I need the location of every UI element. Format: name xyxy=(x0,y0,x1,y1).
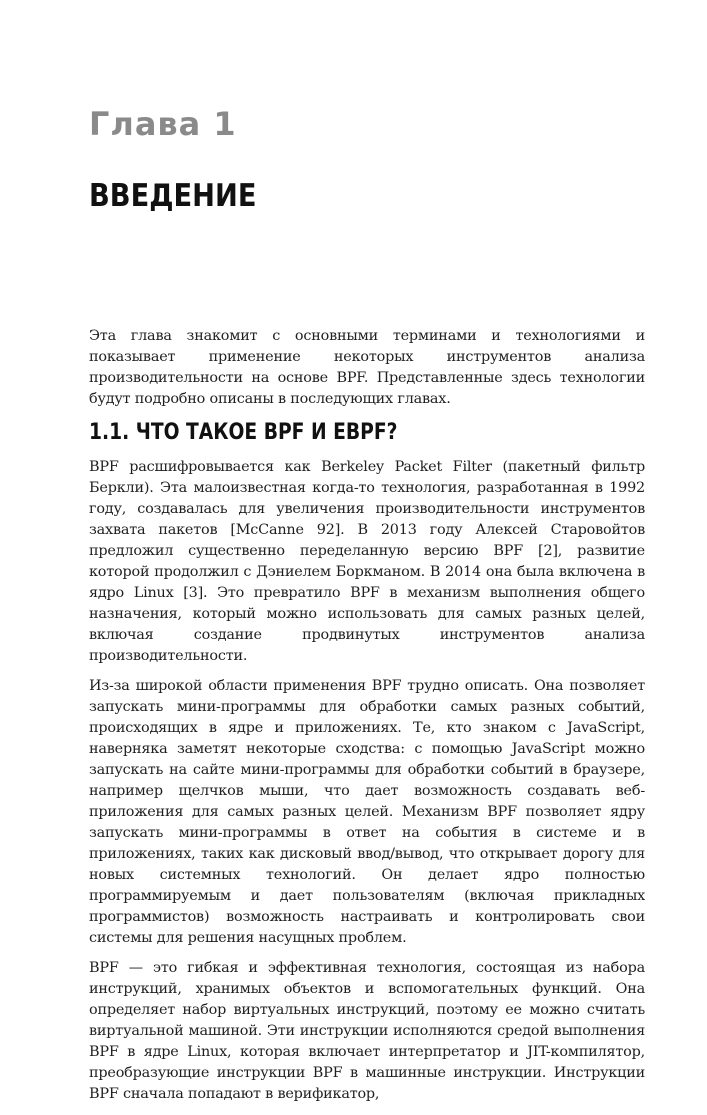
chapter-title: ВВЕДЕНИЕ xyxy=(89,178,257,214)
section-heading: 1.1. ЧТО ТАКОЕ BPF И EBPF? xyxy=(89,420,398,445)
intro-paragraph: Эта глава знакомит с основными терминами и технологиями и показывает применение некоторых инструментов анализа производительности на основе BPF. Представленные здесь технологии будут подробно описаны в последующих главах. xyxy=(89,328,645,407)
body-paragraph-2: Из-за широкой области применения BPF трудно описать. Она позволяет запускать мини-программы для обработки самых разных событий, происходящих в ядре и приложениях. Те, кто знаком с JavaScript, наверняка заметят некоторые сходства: с помощью JavaScript можно запускать на сайте мини-программы для обработки событий в браузере, например щелчков мыши, что дает возможность создавать веб-приложения для самых разных целей. Механизм BPF позволяет ядру запускать мини-программы в ответ на события в системе и в приложениях, таких как дисковый ввод/вывод, что открывает дорогу для новых системных технологий. Он делает ядро полностью программируемым и дает пользователям (включая прикладных программистов) возможность настраивать и контролировать свои системы для решения насущных проблем. xyxy=(89,678,645,946)
chapter-label: Глава 1 xyxy=(89,105,237,143)
body-paragraph-3: BPF — это гибкая и эффективная технология, состоящая из набора инструкций, хранимых объектов и вспомогательных функций. Она определяет набор виртуальных инструкций, поэтому ее можно считать виртуальной машиной. Эти инструкции исполняются средой выполнения BPF в ядре Linux, которая включает интерпретатор и JIT-компилятор, преобразующие инструкции BPF в машинные инструкции. Инструкции BPF сначала попадают в верификатор, xyxy=(89,960,645,1102)
body-paragraph-1: BPF расшифровывается как Berkeley Packet Filter (пакетный фильтр Беркли). Эта малоизвестная когда-то технология, разработанная в 1992 году, создавалась для увеличения производительности инструментов захвата пакетов [McCanne 92]. В 2013 году Алексей Старовойтов предложил существенно переделанную версию BPF [2], развитие которой продолжил с Дэниелем Боркманом. В 2014 она была включена в ядро Linux [3]. Это превратило BPF в механизм выполнения общего назначения, который можно использовать для самых разных целей, включая создание продвинутых инструментов анализа производительности. xyxy=(89,459,645,664)
section-body xyxy=(89,457,645,1115)
